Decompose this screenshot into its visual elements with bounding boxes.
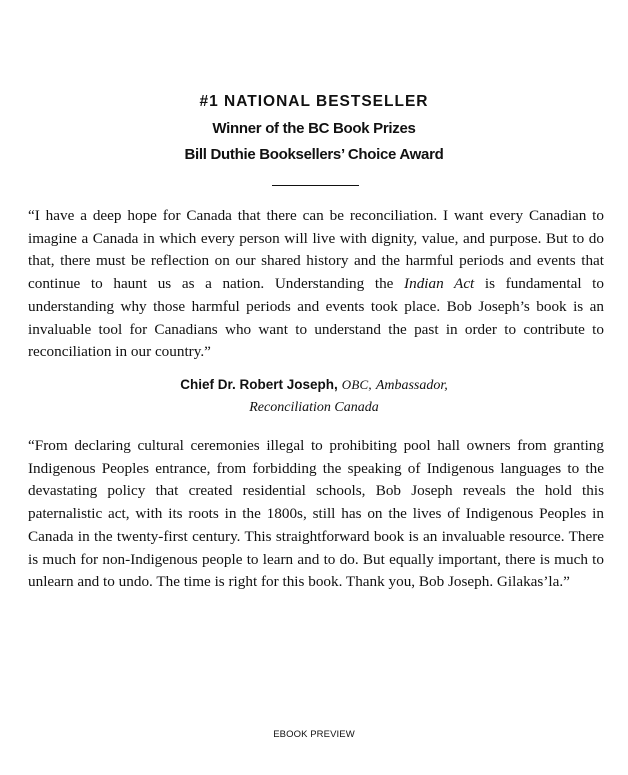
endorsement-quote-2: “From declaring cultural ceremonies illegal to prohibiting pool hall owners from granting Indigenous Peoples entrance, from forbidding the speaking of Indigenous languages to the devastating policy that created residential schools, Bob Joseph reveals the hold this paternalistic act, with its roots in the 1800s, still has on the lives of Indigenous Peoples in Canada in the twenty-first century. This straightforward book is an invaluable resource. There is much for non-Indigenous people to learn and to do. But equally important, there is much to unlearn and to undo. The time is right for this book. Thank you, Bob Joseph. Gilakas’la.” — [28, 437, 604, 591]
book-prize-line: Winner of the BC Book Prizes — [212, 120, 416, 137]
quote-1-text-start: “I have a deep hope for Canada that there can be reconciliation. I want every Canadian to imagine a Canada in which every person will live with dignity, value, and purpose. But to do that, there must be reflection on our shared history and the harmful periods and events that continue to haunt us as a nation. Understanding the — [28, 207, 604, 293]
quote-1-emphasis: Indian Act — [404, 275, 475, 293]
booksellers-award-line: Bill Duthie Booksellers’ Choice Award — [184, 146, 444, 163]
attribution-organization: Reconciliation Canada — [249, 400, 379, 415]
attribution-postnominal: OBC, — [341, 377, 372, 392]
attribution-line-1 — [0, 374, 628, 397]
bestseller-heading: #1 NATIONAL BESTSELLER — [199, 93, 429, 110]
ebook-preview-label: EBOOK PREVIEW — [273, 729, 355, 740]
attribution-name: Chief Dr. Robert Joseph, — [180, 377, 338, 392]
divider-rule — [272, 185, 359, 186]
attribution-role: Ambassador, — [375, 378, 448, 393]
quote-1-attribution — [0, 374, 628, 419]
quote-1-text-end: is fundamental to understanding why those harmful periods and events took place. Bob Joseph’s book is an invaluable tool for Canadians who want to understand the past in order to contribute to reconciliation in our country.” — [28, 275, 604, 361]
endorsement-quote-1 — [28, 205, 604, 364]
